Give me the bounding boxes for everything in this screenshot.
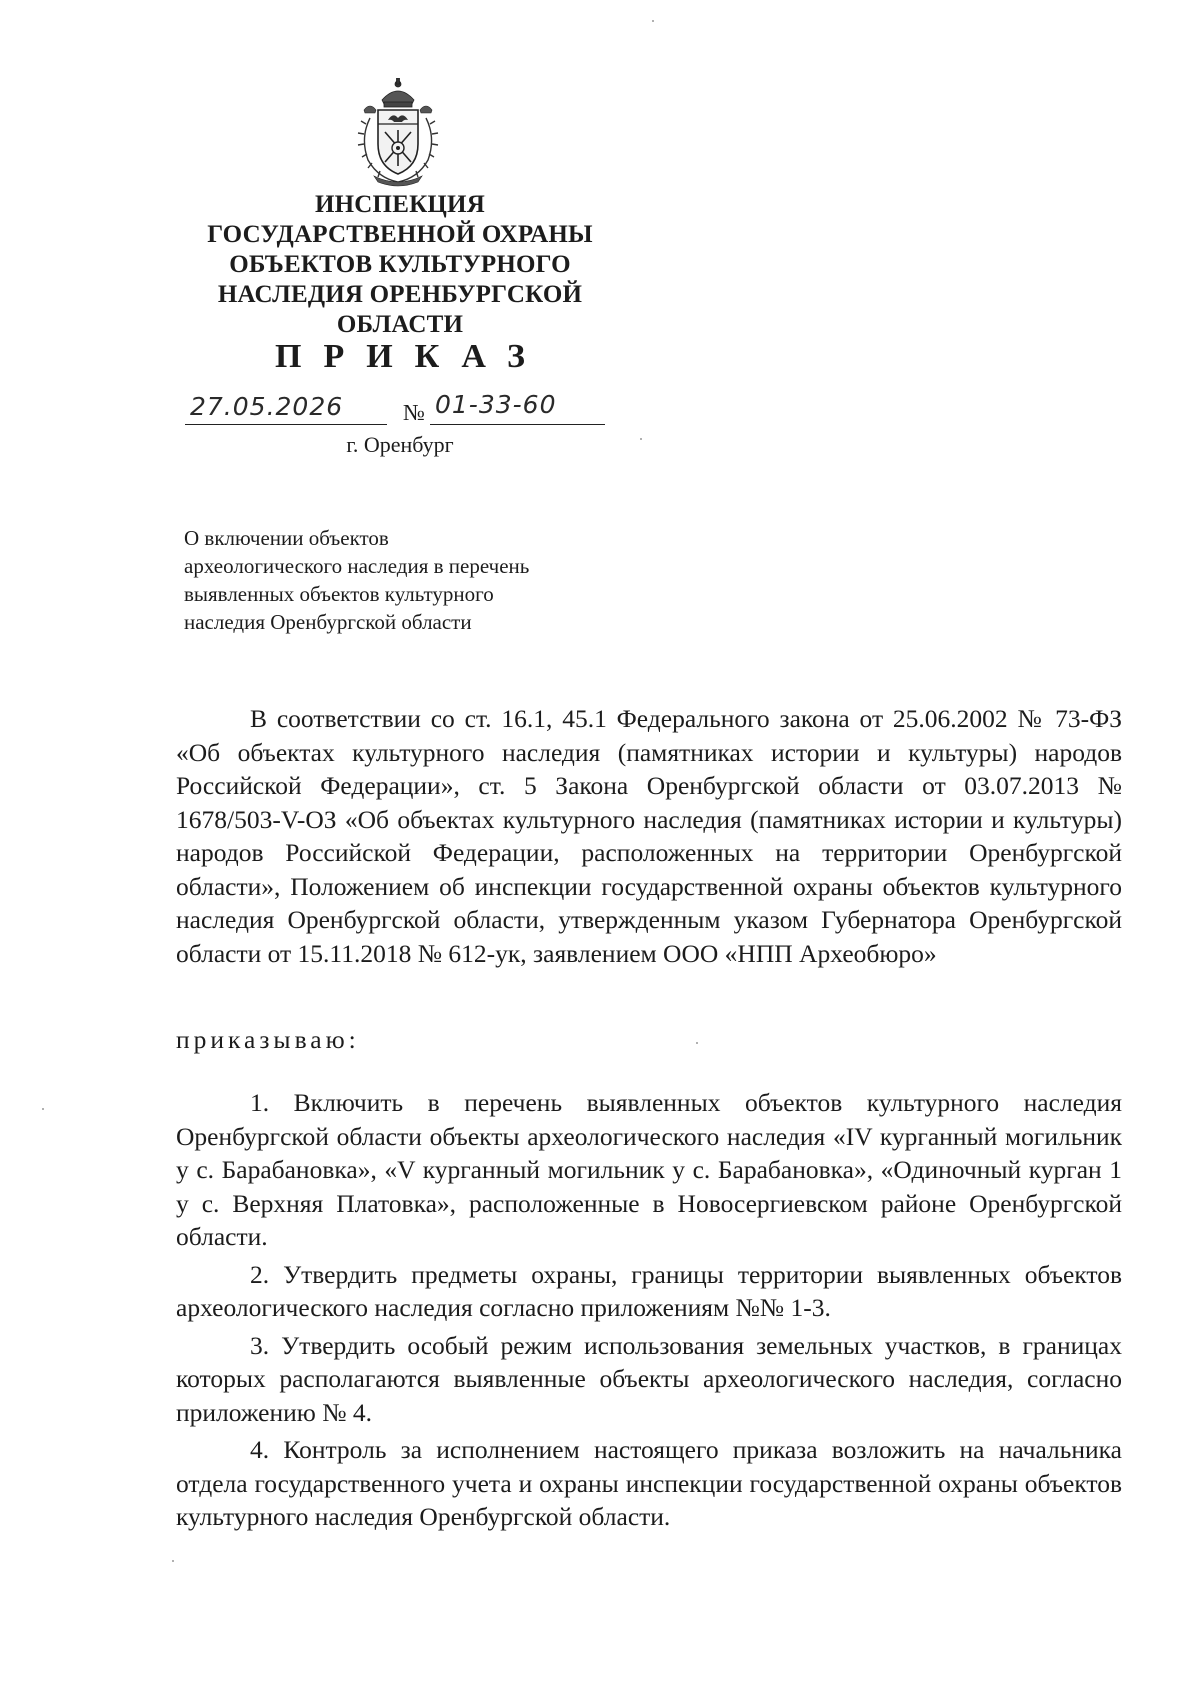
scan-speck — [640, 438, 642, 440]
scan-speck — [172, 1560, 174, 1562]
org-line: ГОСУДАРСТВЕННОЙ ОХРАНЫ — [207, 221, 593, 248]
scan-speck — [652, 20, 654, 22]
org-line: ИНСПЕКЦИЯ — [315, 191, 485, 218]
org-line: ОБЛАСТИ — [336, 311, 464, 338]
org-line: НАСЛЕДИЯ ОРЕНБУРГСКОЙ — [217, 281, 583, 308]
scan-speck — [696, 1042, 698, 1044]
preamble-paragraph — [176, 702, 1122, 970]
order-item: 4. Контроль за исполнением настоящего приказа возложить на начальника отдела государственного учета и охраны инспекции государственной охраны объектов культурного наследия Оренбургской области. — [176, 1435, 1122, 1531]
orenburg-coat-of-arms-icon — [352, 78, 444, 188]
number-label: № — [403, 400, 425, 425]
decree-word: приказываю: — [176, 1025, 360, 1054]
city-label: г. Оренбург — [346, 432, 454, 457]
order-item: 1. Включить в перечень выявленных объектов культурного наследия Оренбургской области объекты археологического наследия «IV курганный могильник у с. Барабановка», «V курганный могильник у с. Барабановка», «Одиночный курган 1 у с. Верхняя Платовка», расположенные в Новосергиевском районе Оренбургской области. — [176, 1088, 1122, 1251]
organization-name — [160, 190, 640, 340]
document-type-title: ПРИКАЗ — [275, 338, 547, 375]
handwritten-date: 27.05.2026 — [190, 392, 344, 421]
scan-speck — [42, 1108, 44, 1110]
number-underline — [430, 424, 605, 425]
org-line: ОБЪЕКТОВ КУЛЬТУРНОГО — [229, 251, 571, 278]
subject-line: О включении объектов — [184, 526, 389, 550]
registration-line — [185, 392, 605, 432]
subject-line: наследия Оренбургской области — [184, 610, 472, 634]
document-subject — [184, 524, 644, 636]
date-underline — [185, 424, 387, 425]
order-item: 3. Утвердить особый режим использования земельных участков, в границах которых располагаются выявленные объекты археологического наследия, согласно приложению № 4. — [176, 1330, 1122, 1427]
order-item: 2. Утвердить предметы охраны, границы территории выявленных объектов археологического наследия согласно приложениям №№ 1-3. — [176, 1259, 1122, 1322]
handwritten-number: 01-33-60 — [435, 390, 557, 419]
subject-line: археологического наследия в перечень — [184, 554, 530, 578]
preamble-text: В соответствии со ст. 16.1, 45.1 Федерального закона от 25.06.2002 № 73-ФЗ «Об объектах культурного наследия (памятниках истории и культуры) народов Российской Федерации», ст. 5 Закона Оренбургской области от 03.07.2013 № 1678/503-V-ОЗ «Об объектах культурного наследия (памятниках истории и культуры) народов Российской Федерации, расположенных на территории Оренбургской области», Положением об инспекции государственной охраны объектов культурного наследия Оренбургской области, утвержденным указом Губернатора Оренбургской области от 15.11.2018 № 612-ук, заявлением ООО «НПП Археобюро» — [176, 704, 1122, 968]
order-items — [176, 1086, 1122, 1538]
subject-line: выявленных объектов культурного — [184, 582, 494, 606]
